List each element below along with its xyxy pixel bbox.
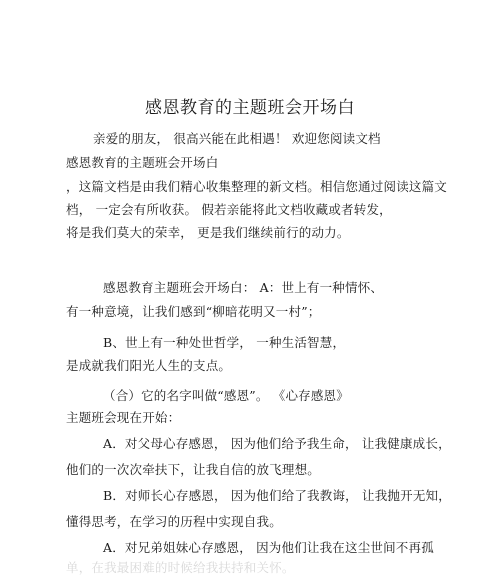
body-line: （合）它的名字叫做“感恩”。 《心存感恩》 (103, 388, 349, 403)
body-line: 他们的一次次牵扶下，让我自信的放飞理想。 (66, 462, 321, 477)
intro-line: ，这篇文档是由我们精心收集整理的新文档。相信您通过阅读这篇文 (66, 179, 448, 194)
intro-line: 将是我们莫大的荣幸， 更是我们继续前行的动力。 (66, 225, 350, 240)
body-line: 懂得思考，在学习的历程中实现自我。 (66, 514, 282, 529)
body-line: A．对兄弟姐妹心存感恩， 因为他们让我在这尘世间不再孤 (103, 540, 434, 555)
intro-line: 亲爱的朋友， 很高兴能在此相遇！ 欢迎您阅读文档 (93, 131, 381, 146)
body-line: 主题班会现在开始： (66, 410, 181, 425)
body-line: 是成就我们阳光人生的支点。 (66, 358, 232, 373)
intro-line: 档， 一定会有所收获。 假若亲能将此文档收藏或者转发， (66, 202, 392, 217)
document-title: 感恩教育的主题班会开场白 (145, 98, 355, 118)
body-line: A．对父母心存感恩， 因为他们给予我生命， 让我健康成长， (103, 436, 451, 451)
body-line: B．对师长心存感恩， 因为他们给了我教诲， 让我抛开无知， (103, 488, 451, 503)
body-line: B、世上有一种处世哲学， 一种生活智慧， (103, 335, 346, 350)
body-line: 有一种意境，让我们感到“柳暗花明又一村”； (66, 304, 321, 319)
body-line: 感恩教育主题班会开场白： A：世上有一种情怀、 (103, 280, 384, 295)
intro-line: 感恩教育的主题班会开场白 (66, 155, 219, 170)
body-line-faded: 单，在我最困难的时候给我扶持和关怀。 (66, 560, 295, 575)
